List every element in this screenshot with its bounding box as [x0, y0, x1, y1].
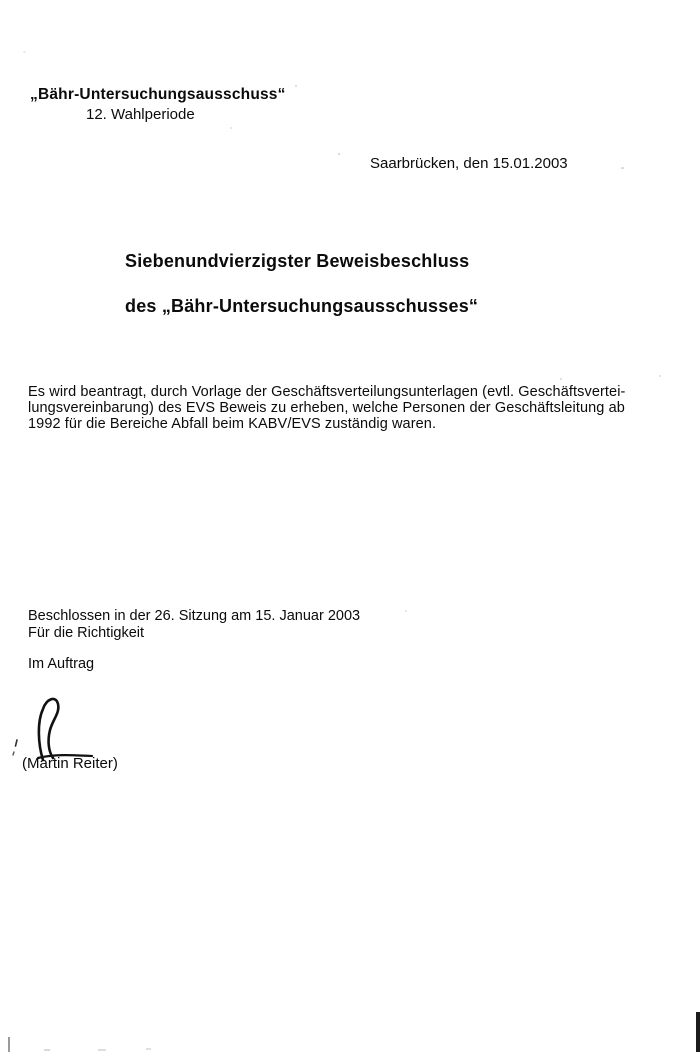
signatory-name: (Martin Reiter): [22, 755, 118, 772]
decision-session-line: Beschlossen in der 26. Sitzung am 15. Januar 2003: [28, 608, 361, 624]
scan-speck: [338, 153, 340, 155]
scan-artifact-smudge: [98, 1049, 106, 1051]
scan-artifact-smudge: [146, 1048, 151, 1050]
scan-speck: [230, 127, 232, 129]
legislative-period: 12. Wahlperiode: [86, 106, 195, 123]
scan-speck: [621, 167, 624, 169]
scan-artifact-smudge: [44, 1049, 50, 1051]
place-date-line: Saarbrücken, den 15.01.2003: [370, 155, 568, 172]
decision-title-line1: Siebenundvierzigster Beweisbeschluss: [125, 251, 470, 271]
scan-artifact-bottom-left-tick: [8, 1037, 10, 1052]
scan-speck: [659, 375, 661, 377]
scan-artifact-right-edge: [696, 1012, 700, 1052]
scan-speck: [560, 378, 562, 380]
body-paragraph-line: 1992 für die Bereiche Abfall beim KABV/EVS zuständig waren.: [28, 416, 437, 432]
body-paragraph-line: lungsvereinbarung) des EVS Beweis zu erheben, welche Personen der Geschäftsleitung ab: [28, 400, 625, 416]
scan-speck: [405, 610, 407, 612]
scan-speck: [23, 51, 26, 53]
on-behalf-line: Im Auftrag: [28, 656, 95, 672]
committee-name: „Bähr-Untersuchungsausschuss“: [30, 86, 286, 103]
scan-speck: [295, 85, 297, 87]
certification-line: Für die Richtigkeit: [28, 625, 145, 641]
body-paragraph-line: Es wird beantragt, durch Vorlage der Geschäftsverteilungsunterlagen (evtl. Geschäftsvertei-: [28, 384, 626, 400]
decision-title-line2: des „Bähr-Untersuchungsausschusses“: [125, 296, 479, 316]
